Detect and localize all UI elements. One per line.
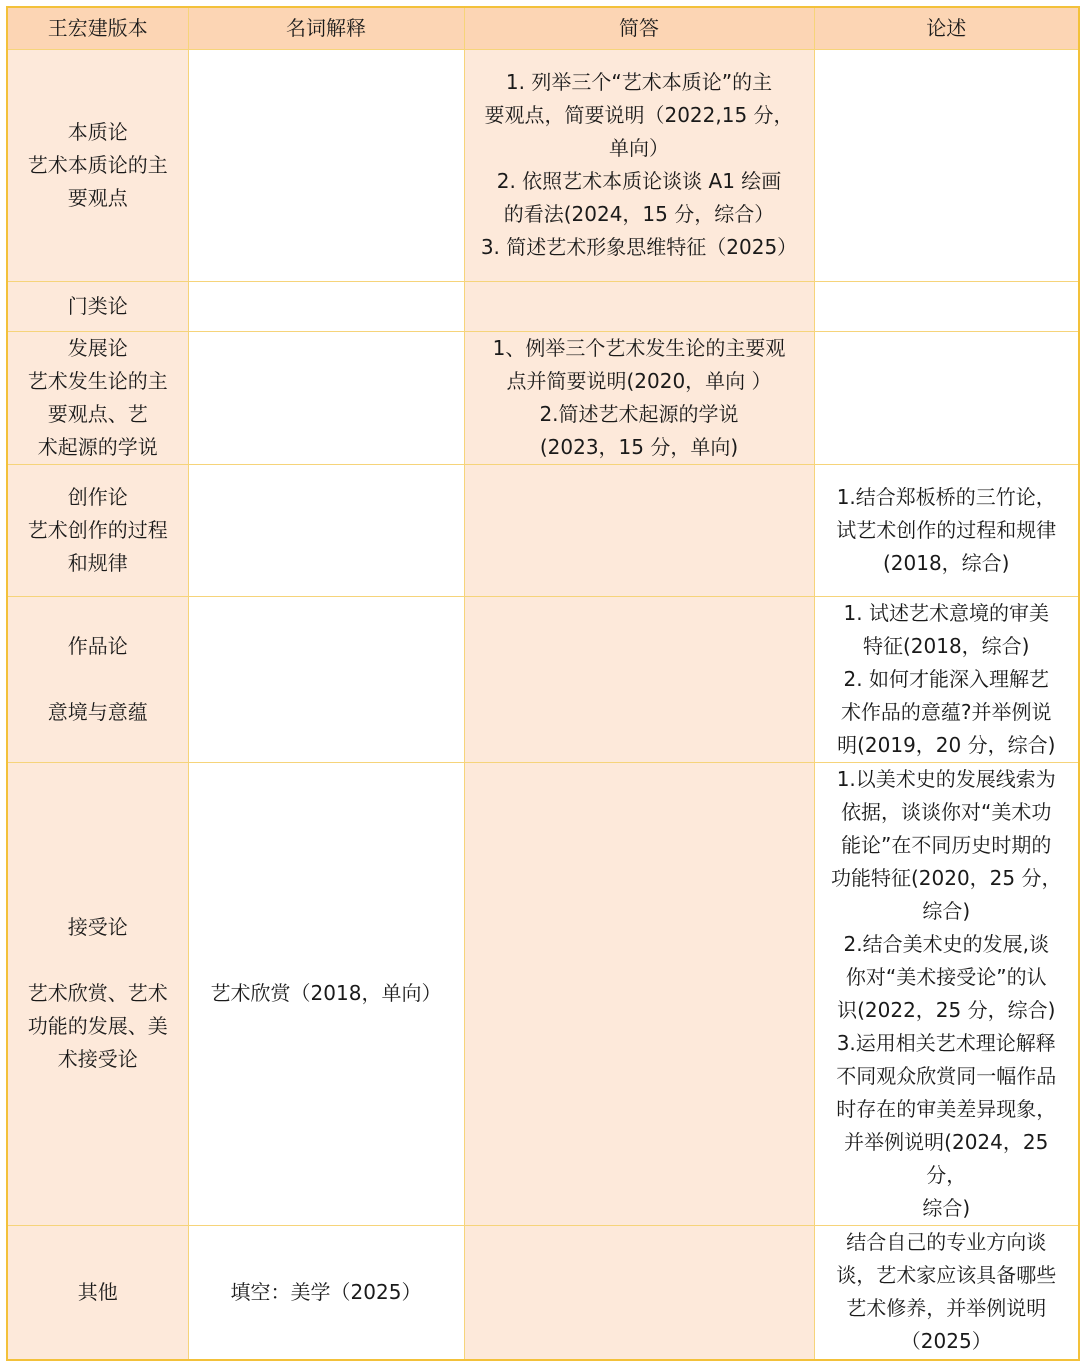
essay-line: 1.结合郑板桥的三竹论， bbox=[836, 484, 1056, 509]
table-row-creation bbox=[7, 464, 1079, 596]
topic-line: 和规律 bbox=[67, 550, 128, 575]
term-cell bbox=[188, 49, 464, 281]
short-answer-line: 3. 简述艺术形象思维特征（2025） bbox=[480, 235, 798, 259]
essay-line: 1.以美术史的发展线索为 bbox=[836, 766, 1056, 791]
short-answer-cell bbox=[464, 1225, 814, 1360]
topic-line: 术接受论 bbox=[57, 1047, 138, 1071]
short-answer-line: 要观点，简要说明（2022,15 分， bbox=[484, 103, 794, 127]
header-short-answer: 简答 bbox=[464, 7, 814, 49]
topic-line: 艺术发生论的主 bbox=[27, 368, 168, 393]
topic-line: 发展论 bbox=[67, 335, 128, 360]
short-answer-cell bbox=[464, 596, 814, 762]
short-answer-cell bbox=[464, 464, 814, 596]
syllabus-table bbox=[6, 6, 1080, 1361]
essay-line: 2. 如何才能深入理解艺 bbox=[843, 666, 1049, 691]
topic-line: 作品论 bbox=[67, 633, 128, 658]
table-row-essence bbox=[7, 49, 1079, 281]
header-essay: 论述 bbox=[814, 7, 1079, 49]
essay-line: 并举例说明(2024，25 分， bbox=[844, 1129, 1049, 1187]
table-body bbox=[7, 49, 1079, 1360]
essay-line: 术作品的意蕴?并举例说 bbox=[840, 699, 1052, 724]
term-cell bbox=[188, 331, 464, 464]
essay-line: (2018，综合) bbox=[882, 550, 1010, 575]
term-cell bbox=[188, 464, 464, 596]
topic-line bbox=[18, 663, 178, 696]
essay-line: 识(2022，25 分，综合) bbox=[837, 997, 1056, 1022]
topic-line bbox=[18, 944, 178, 977]
essay-line: 艺术修养，并举例说明 bbox=[846, 1296, 1047, 1321]
essay-line: 能论”在不同历史时期的 bbox=[841, 832, 1052, 857]
essay-line: 特征(2018，综合) bbox=[862, 633, 1030, 658]
topic-cell bbox=[7, 464, 188, 596]
short-answer-line: 点并简要说明(2020，单向 ） bbox=[506, 368, 772, 393]
table-row-category bbox=[7, 281, 1079, 331]
essay-cell bbox=[814, 464, 1079, 596]
topic-cell bbox=[7, 281, 188, 331]
topic-cell bbox=[7, 1225, 188, 1360]
essay-line: 结合自己的专业方向谈 bbox=[846, 1230, 1047, 1255]
topic-line: 接受论 bbox=[67, 915, 128, 939]
essay-cell bbox=[814, 596, 1079, 762]
short-answer-line: 1. 列举三个“艺术本质论”的主 bbox=[505, 70, 773, 94]
short-answer-cell bbox=[464, 49, 814, 281]
topic-line: 艺术创作的过程 bbox=[27, 517, 168, 542]
essay-line: 1. 试述艺术意境的审美 bbox=[843, 600, 1049, 625]
essay-line: 功能特征(2020，25 分， bbox=[830, 865, 1062, 890]
header-edition: 王宏建版本 bbox=[7, 7, 188, 49]
table-row-development bbox=[7, 331, 1079, 464]
essay-line: 2.结合美术史的发展,谈 bbox=[843, 931, 1049, 956]
topic-cell bbox=[7, 331, 188, 464]
essay-line: 试艺术创作的过程和规律 bbox=[836, 517, 1057, 542]
short-answer-line: 2. 依照艺术本质论谈谈 A1 绘画 bbox=[496, 169, 782, 193]
topic-line: 本质论 bbox=[67, 119, 128, 144]
topic-line: 其他 bbox=[77, 1279, 118, 1304]
essay-line: （2025） bbox=[900, 1329, 992, 1354]
term-cell bbox=[188, 762, 464, 1225]
essay-cell bbox=[814, 331, 1079, 464]
topic-line: 功能的发展、美 bbox=[27, 1014, 168, 1038]
header-row bbox=[7, 7, 1079, 49]
topic-cell bbox=[7, 49, 188, 281]
short-answer-line: 单向） bbox=[609, 136, 669, 160]
essay-line: 时存在的审美差异现象， bbox=[836, 1096, 1057, 1121]
topic-line: 意境与意蕴 bbox=[47, 699, 148, 724]
topic-line: 要观点、艺 bbox=[47, 401, 148, 426]
short-answer-line: (2023，15 分，单向) bbox=[539, 434, 739, 459]
short-answer-line: 2.简述艺术起源的学说 bbox=[539, 401, 739, 426]
essay-cell bbox=[814, 1225, 1079, 1360]
table-row-reception bbox=[7, 762, 1079, 1225]
table-row-works bbox=[7, 596, 1079, 762]
topic-line: 要观点 bbox=[67, 185, 128, 210]
term-cell bbox=[188, 1225, 464, 1360]
essay-line: 不同观众欣赏同一幅作品 bbox=[836, 1063, 1057, 1088]
topic-line: 艺术欣赏、艺术 bbox=[27, 981, 168, 1005]
header-term-definition: 名词解释 bbox=[188, 7, 464, 49]
term-cell bbox=[188, 281, 464, 331]
essay-line: 综合) bbox=[922, 898, 971, 923]
table-row-other bbox=[7, 1225, 1079, 1360]
short-answer-cell bbox=[464, 762, 814, 1225]
topic-line: 门类论 bbox=[67, 293, 128, 318]
essay-line: 你对“美术接受论”的认 bbox=[845, 964, 1047, 989]
term-text: 艺术欣赏（2018，单向） bbox=[210, 981, 442, 1005]
short-answer-line: 的看法(2024，15 分，综合） bbox=[503, 202, 775, 226]
term-cell bbox=[188, 596, 464, 762]
essay-line: 综合) bbox=[922, 1195, 971, 1220]
topic-cell bbox=[7, 762, 188, 1225]
essay-line: 明(2019，20 分，综合) bbox=[837, 732, 1056, 757]
short-answer-cell bbox=[464, 281, 814, 331]
topic-line: 艺术本质论的主 bbox=[27, 152, 168, 177]
essay-line: 谈，艺术家应该具备哪些 bbox=[836, 1263, 1057, 1288]
topic-line: 术起源的学说 bbox=[37, 434, 158, 459]
essay-cell bbox=[814, 49, 1079, 281]
short-answer-line: 1、例举三个艺术发生论的主要观 bbox=[492, 335, 786, 360]
essay-line: 依据，谈谈你对“美术功 bbox=[841, 799, 1052, 824]
topic-cell bbox=[7, 596, 188, 762]
term-text: 填空：美学（2025） bbox=[230, 1279, 422, 1304]
essay-line: 3.运用相关艺术理论解释 bbox=[836, 1030, 1056, 1055]
essay-cell bbox=[814, 281, 1079, 331]
short-answer-cell bbox=[464, 331, 814, 464]
essay-cell bbox=[814, 762, 1079, 1225]
topic-line: 创作论 bbox=[67, 484, 128, 509]
